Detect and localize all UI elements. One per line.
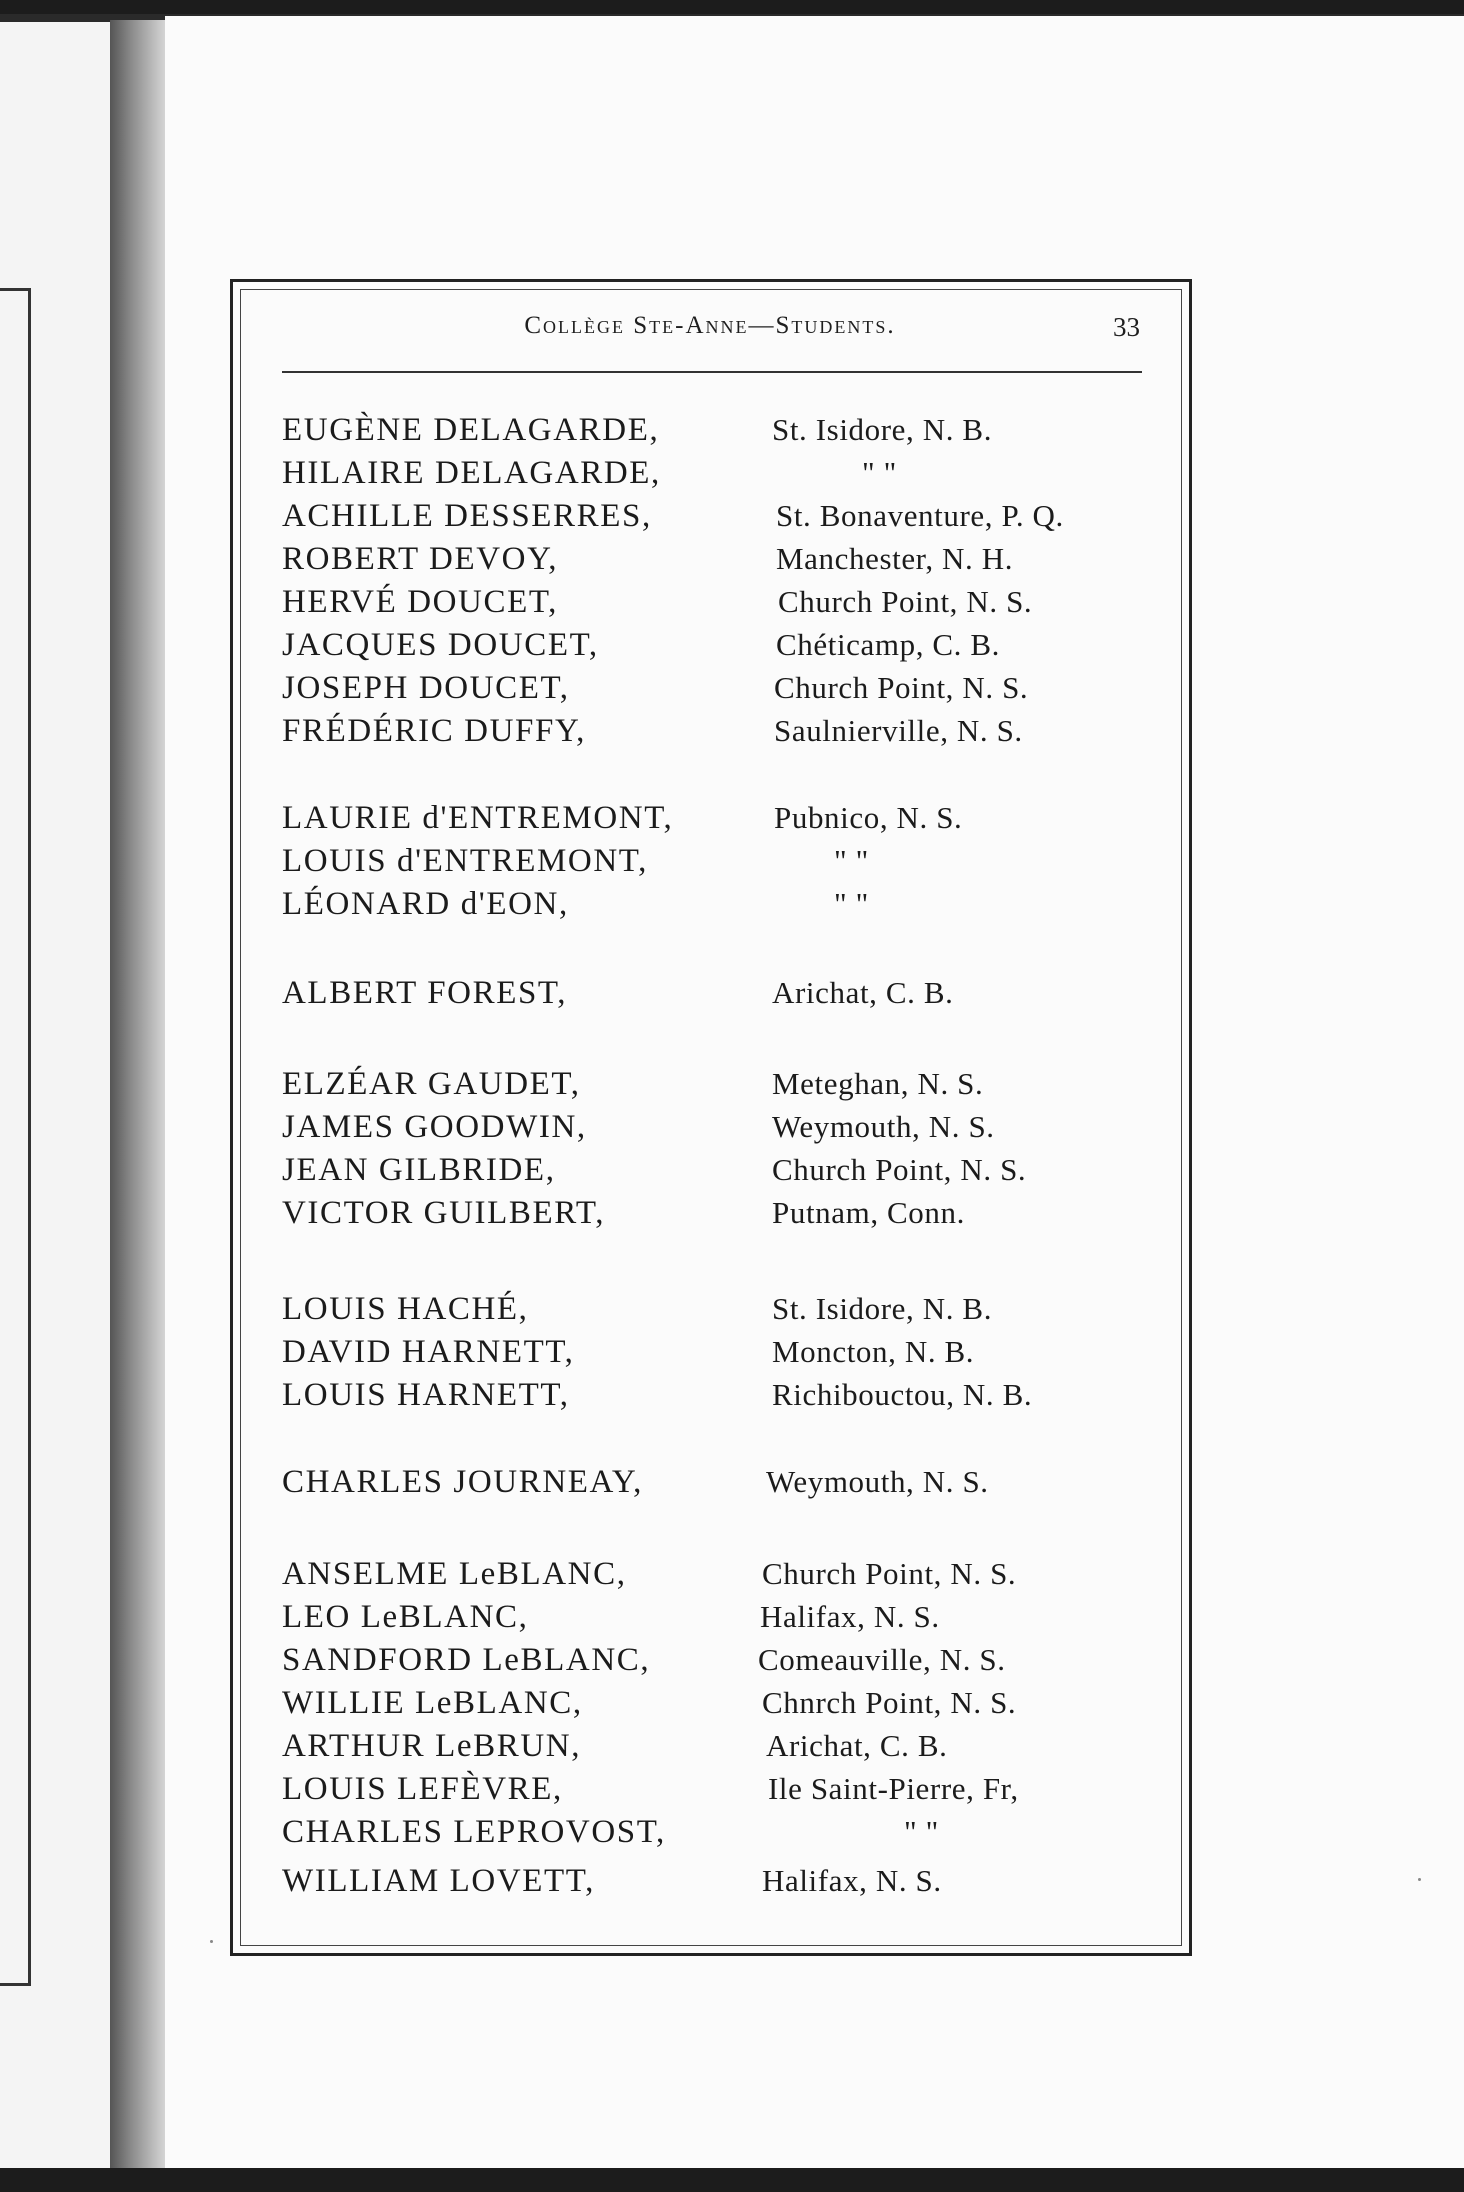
- student-name: LEO LeBLANC,: [282, 1599, 529, 1635]
- student-hometown: Ile Saint-Pierre, Fr,: [768, 1771, 1019, 1806]
- scan-speck: [1418, 1878, 1421, 1881]
- student-hometown: Church Point, N. S.: [774, 670, 1029, 705]
- student-name: JEAN GILBRIDE,: [282, 1152, 556, 1188]
- student-name: DAVID HARNETT,: [282, 1334, 575, 1370]
- student-hometown: Comeauville, N. S.: [758, 1642, 1006, 1677]
- student-hometown: St. Isidore, N. B.: [772, 1291, 993, 1326]
- page-number: 33: [1113, 312, 1140, 342]
- student-hometown: " ": [834, 886, 869, 921]
- student-hometown: St. Isidore, N. B.: [772, 412, 993, 447]
- student-hometown: Weymouth, N. S.: [766, 1464, 989, 1499]
- student-row: [0, 1464, 1464, 1504]
- student-name: ACHILLE DESSERRES,: [282, 498, 652, 534]
- student-row: [0, 1642, 1464, 1682]
- student-name: LOUIS HACHÉ,: [282, 1291, 529, 1327]
- student-name: LÉONARD d'EON,: [282, 886, 569, 922]
- student-row: [0, 455, 1464, 495]
- student-row: [0, 886, 1464, 926]
- student-row: [0, 412, 1464, 452]
- student-row: [0, 541, 1464, 581]
- student-hometown: Halifax, N. S.: [760, 1599, 940, 1634]
- student-hometown: Church Point, N. S.: [772, 1152, 1027, 1187]
- student-hometown: Manchester, N. H.: [776, 541, 1014, 576]
- student-hometown: Richibouctou, N. B.: [772, 1377, 1033, 1412]
- student-name: LOUIS HARNETT,: [282, 1377, 570, 1413]
- student-name: ROBERT DEVOY,: [282, 541, 559, 577]
- student-row: [0, 498, 1464, 538]
- running-head: [280, 312, 1140, 352]
- student-row: [0, 1152, 1464, 1192]
- student-row: [0, 843, 1464, 883]
- student-name: ANSELME LeBLANC,: [282, 1556, 627, 1592]
- student-row: [0, 1556, 1464, 1596]
- student-hometown: Saulnierville, N. S.: [774, 713, 1023, 748]
- student-name: HILAIRE DELAGARDE,: [282, 455, 661, 491]
- student-name: LAURIE d'ENTREMONT,: [282, 800, 674, 836]
- student-hometown: Church Point, N. S.: [778, 584, 1033, 619]
- student-row: [0, 1599, 1464, 1639]
- student-name: JACQUES DOUCET,: [282, 627, 599, 663]
- student-hometown: Arichat, C. B.: [766, 1728, 948, 1763]
- student-row: [0, 627, 1464, 667]
- student-hometown: Halifax, N. S.: [762, 1863, 942, 1898]
- student-name: WILLIAM LOVETT,: [282, 1863, 595, 1899]
- scan-speck: [210, 1940, 213, 1943]
- student-name: LOUIS d'ENTREMONT,: [282, 843, 648, 879]
- student-row: [0, 1334, 1464, 1374]
- student-name: FRÉDÉRIC DUFFY,: [282, 713, 586, 749]
- student-row: [0, 1685, 1464, 1725]
- student-hometown: Arichat, C. B.: [772, 975, 954, 1010]
- student-name: ELZÉAR GAUDET,: [282, 1066, 581, 1102]
- student-name: VICTOR GUILBERT,: [282, 1195, 606, 1231]
- student-hometown: Putnam, Conn.: [772, 1195, 965, 1230]
- student-name: JAMES GOODWIN,: [282, 1109, 587, 1145]
- student-row: [0, 584, 1464, 624]
- student-hometown: St. Bonaventure, P. Q.: [776, 498, 1064, 533]
- student-hometown: Moncton, N. B.: [772, 1334, 975, 1369]
- student-hometown: Church Point, N. S.: [762, 1556, 1017, 1591]
- student-name: ALBERT FOREST,: [282, 975, 568, 1011]
- student-name: HERVÉ DOUCET,: [282, 584, 559, 620]
- student-hometown: Pubnico, N. S.: [774, 800, 963, 835]
- student-name: WILLIE LeBLANC,: [282, 1685, 583, 1721]
- student-name: ARTHUR LeBRUN,: [282, 1728, 582, 1764]
- student-hometown: " ": [904, 1814, 939, 1849]
- running-title: Collège Ste-Anne—Students.: [524, 312, 896, 339]
- student-name: CHARLES LEPROVOST,: [282, 1814, 666, 1850]
- student-row: [0, 1066, 1464, 1106]
- student-row: [0, 1377, 1464, 1417]
- student-row: [0, 1814, 1464, 1854]
- student-hometown: Weymouth, N. S.: [772, 1109, 995, 1144]
- header-rule: [282, 371, 1142, 373]
- student-row: [0, 1771, 1464, 1811]
- student-row: [0, 1109, 1464, 1149]
- student-hometown: " ": [862, 455, 897, 490]
- student-hometown: Chéticamp, C. B.: [776, 627, 1000, 662]
- student-row: [0, 800, 1464, 840]
- student-name: EUGÈNE DELAGARDE,: [282, 412, 660, 448]
- student-row: [0, 975, 1464, 1015]
- student-hometown: Meteghan, N. S.: [772, 1066, 984, 1101]
- student-name: LOUIS LEFÈVRE,: [282, 1771, 563, 1807]
- student-name: SANDFORD LeBLANC,: [282, 1642, 651, 1678]
- student-hometown: " ": [834, 843, 869, 878]
- student-row: [0, 1291, 1464, 1331]
- student-row: [0, 713, 1464, 753]
- student-name: JOSEPH DOUCET,: [282, 670, 570, 706]
- student-row: [0, 1728, 1464, 1768]
- scan-top-edge: [0, 0, 1464, 14]
- student-name: CHARLES JOURNEAY,: [282, 1464, 643, 1500]
- student-hometown: Chnrch Point, N. S.: [762, 1685, 1017, 1720]
- scan-bottom-edge: [0, 2168, 1464, 2192]
- student-row: [0, 1863, 1464, 1903]
- student-row: [0, 670, 1464, 710]
- student-row: [0, 1195, 1464, 1235]
